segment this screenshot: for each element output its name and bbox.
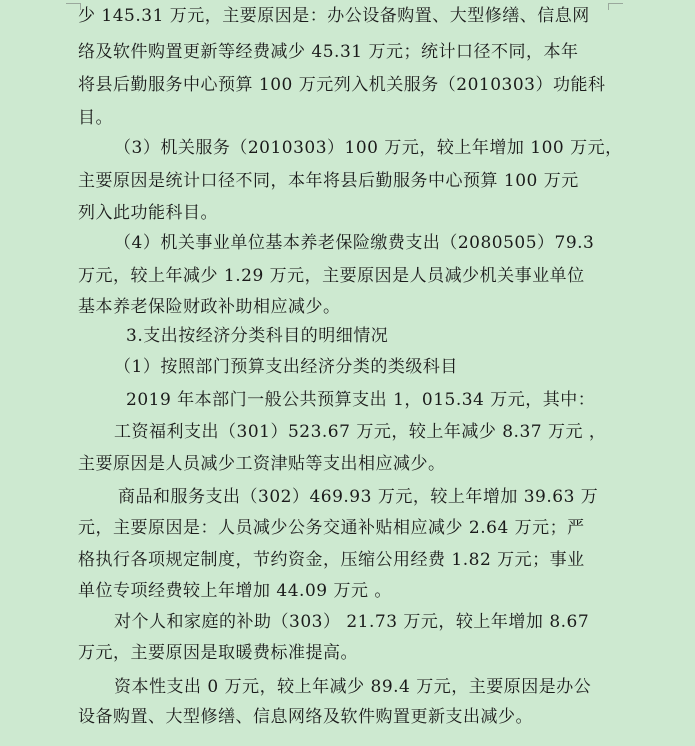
text-line: 列入此功能科目。 xyxy=(78,203,218,223)
text-line: 络及软件购置更新等经费减少 45.31 万元；统计口径不同，本年 xyxy=(78,42,579,62)
text-line: 格执行各项规定制度，节约资金，压缩公用经费 1.82 万元；事业 xyxy=(78,550,585,570)
subsection-heading: （1）按照部门预算支出经济分类的类级科目 xyxy=(114,357,458,377)
paragraph-heading-4: （4）机关事业单位基本养老保险缴费支出（2080505）79.3 xyxy=(114,233,595,253)
text-line: 目。 xyxy=(78,108,113,128)
text-line: 将县后勤服务中心预算 100 万元列入机关服务（2010303）功能科 xyxy=(78,75,606,95)
margin-corner-mark-right xyxy=(608,3,623,10)
paragraph-heading-3: （3）机关服务（2010303）100 万元，较上年增加 100 万元， xyxy=(114,138,623,158)
text-line: 主要原因是人员减少工资津贴等支出相应减少。 xyxy=(78,454,446,474)
text-line: 主要原因是统计口径不同，本年将县后勤服务中心预算 100 万元 xyxy=(78,171,579,191)
text-line: 单位专项经费较上年增加 44.09 万元 。 xyxy=(78,581,392,601)
text-line: 基本养老保险财政补助相应减少。 xyxy=(78,297,341,317)
text-line: 少 145.31 万元，主要原因是：办公设备购置、大型修缮、信息网 xyxy=(78,6,590,26)
text-line: 万元，较上年减少 1.29 万元，主要原因是人员减少机关事业单位 xyxy=(78,266,585,286)
text-line: 2019 年本部门一般公共预算支出 1，015.34 万元，其中： xyxy=(126,390,596,410)
section-heading: 3.支出按经济分类科目的明细情况 xyxy=(126,326,389,346)
text-line: 工资福利支出（301）523.67 万元，较上年减少 8.37 万元 ， xyxy=(114,422,607,442)
text-line: 设备购置、大型修缮、信息网络及软件购置更新支出减少。 xyxy=(78,707,533,727)
text-line: 商品和服务支出（302）469.93 万元，较上年增加 39.63 万 xyxy=(118,487,599,507)
text-line: 万元，主要原因是取暖费标准提高。 xyxy=(78,643,358,663)
text-line: 元，主要原因是：人员减少公务交通补贴相应减少 2.64 万元；严 xyxy=(78,518,585,538)
text-line: 资本性支出 0 万元，较上年减少 89.4 万元，主要原因是办公 xyxy=(114,677,592,697)
text-line: 对个人和家庭的补助（303） 21.73 万元，较上年增加 8.67 xyxy=(114,612,590,632)
